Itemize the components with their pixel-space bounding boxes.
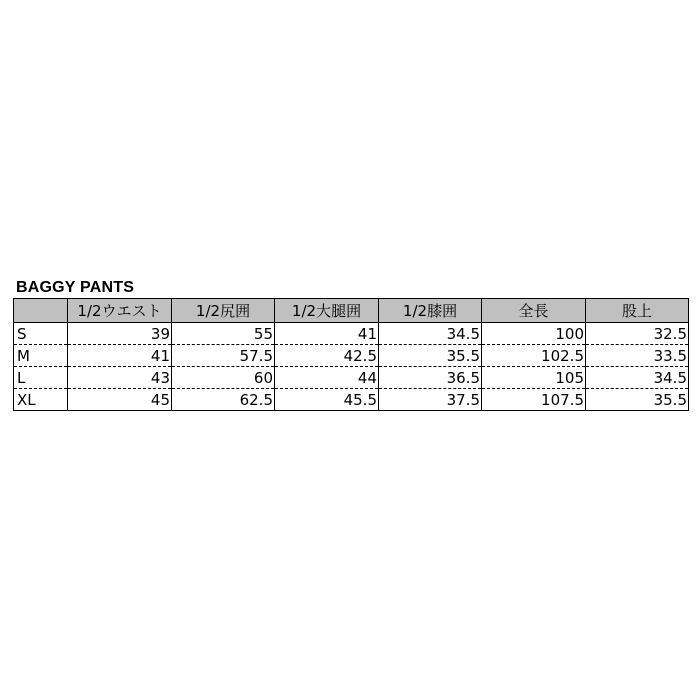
table-cell: 35.5	[379, 345, 482, 367]
header-cell-rise: 股上	[586, 299, 689, 323]
size-table	[13, 298, 689, 411]
table-title: BAGGY PANTS	[16, 279, 135, 296]
table-cell: 105	[482, 367, 586, 389]
table-row	[14, 323, 689, 345]
table-row	[14, 367, 689, 389]
header-cell-half-hip: 1/2尻囲	[172, 299, 275, 323]
table-cell: 37.5	[379, 389, 482, 411]
header-cell-total-length: 全長	[482, 299, 586, 323]
table-cell: 100	[482, 323, 586, 345]
table-cell: 34.5	[586, 367, 689, 389]
table-row	[14, 389, 689, 411]
table-cell: 32.5	[586, 323, 689, 345]
table-cell: 44	[275, 367, 379, 389]
table-cell: 102.5	[482, 345, 586, 367]
table-cell: 107.5	[482, 389, 586, 411]
header-cell-half-thigh: 1/2大腿囲	[275, 299, 379, 323]
table-cell: 42.5	[275, 345, 379, 367]
size-label: M	[14, 345, 68, 367]
table-cell: 57.5	[172, 345, 275, 367]
size-label: XL	[14, 389, 68, 411]
table-cell: 62.5	[172, 389, 275, 411]
table-cell: 34.5	[379, 323, 482, 345]
table-cell: 36.5	[379, 367, 482, 389]
size-label: S	[14, 323, 68, 345]
table-cell: 39	[68, 323, 172, 345]
table-cell: 45.5	[275, 389, 379, 411]
table-cell: 41	[275, 323, 379, 345]
header-cell-half-knee: 1/2膝囲	[379, 299, 482, 323]
size-label: L	[14, 367, 68, 389]
table-cell: 60	[172, 367, 275, 389]
header-cell-size	[14, 299, 68, 323]
header-row	[14, 299, 689, 323]
table-row	[14, 345, 689, 367]
table-cell: 33.5	[586, 345, 689, 367]
table-cell: 45	[68, 389, 172, 411]
table-cell: 55	[172, 323, 275, 345]
table-cell: 35.5	[586, 389, 689, 411]
table-cell: 41	[68, 345, 172, 367]
header-cell-half-waist: 1/2ウエスト	[68, 299, 172, 323]
table-cell: 43	[68, 367, 172, 389]
